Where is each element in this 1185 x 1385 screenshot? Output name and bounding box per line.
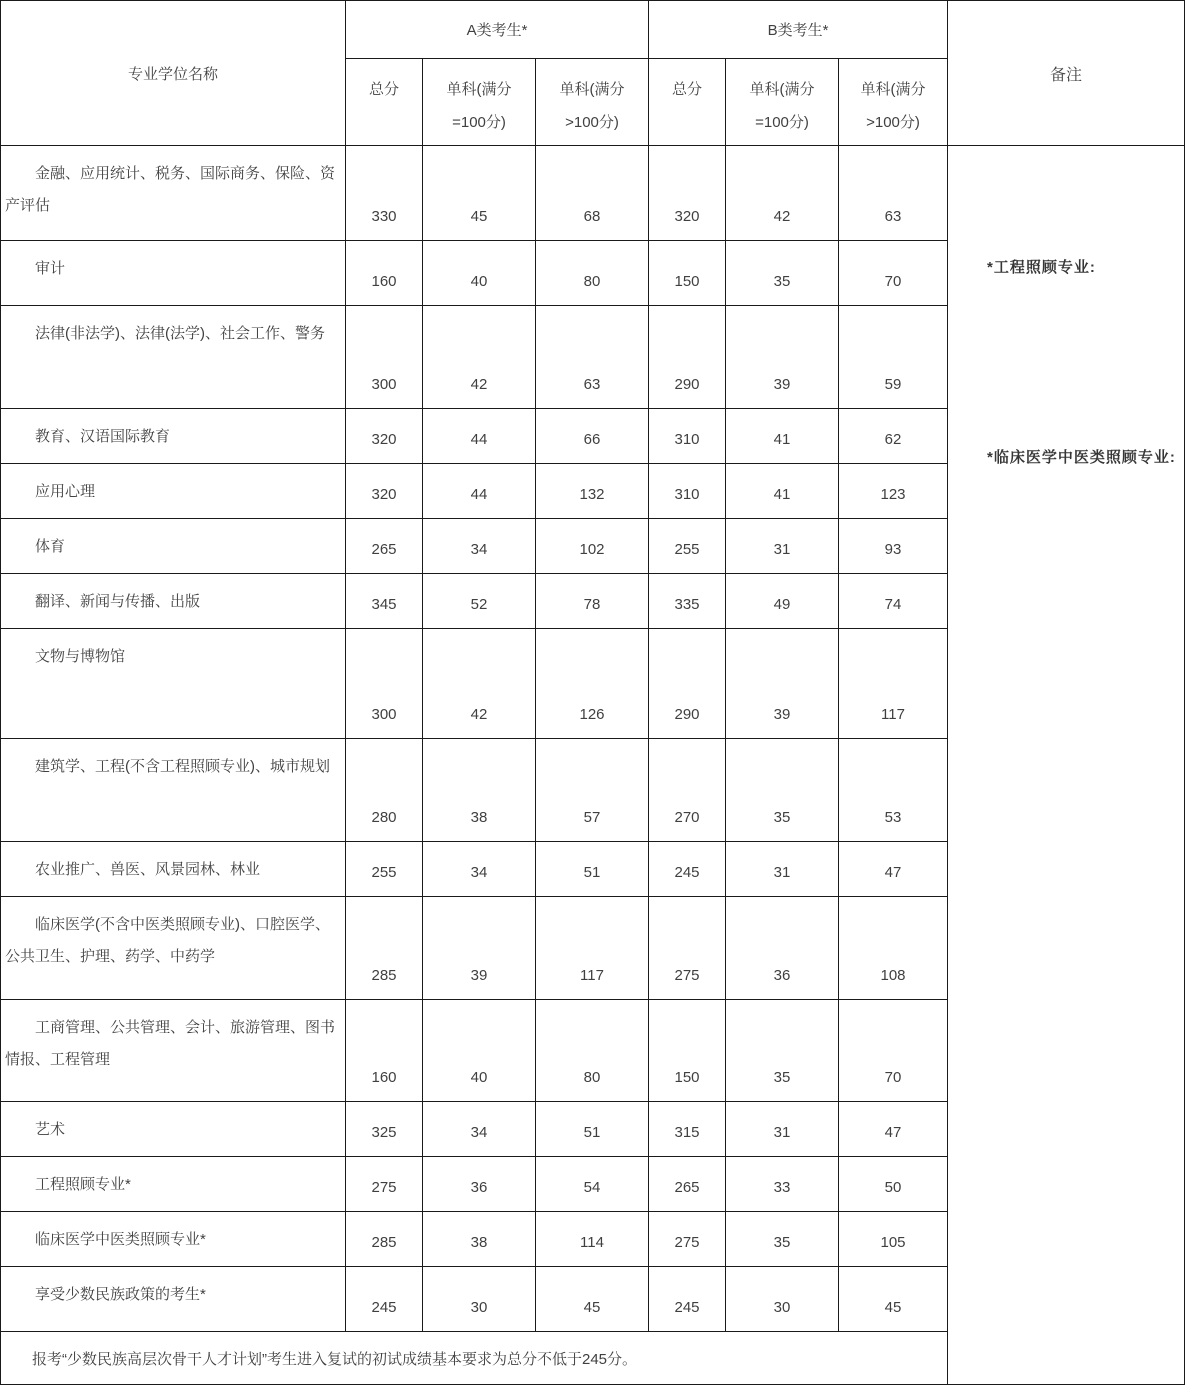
a-single-gt100-value: 66 bbox=[536, 409, 649, 464]
specialty-label: 工商管理、公共管理、会计、旅游管理、图书情报、工程管理 bbox=[1, 1000, 346, 1102]
b-single-eq100-value: 41 bbox=[726, 464, 839, 519]
specialty-label: 体育 bbox=[1, 519, 346, 574]
a-total-value: 245 bbox=[346, 1267, 423, 1332]
a-single-gt100-value: 57 bbox=[536, 739, 649, 842]
b-single-eq100-value: 39 bbox=[726, 306, 839, 409]
a-total-value: 275 bbox=[346, 1157, 423, 1212]
a-total-value: 320 bbox=[346, 464, 423, 519]
b-single-gt100-value: 59 bbox=[839, 306, 948, 409]
a-total-value: 300 bbox=[346, 629, 423, 739]
a-single-eq100-value: 40 bbox=[423, 241, 536, 306]
header-a-single-gt100-line2: >100分) bbox=[565, 114, 619, 131]
specialty-label: 建筑学、工程(不含工程照顾专业)、城市规划 bbox=[1, 739, 346, 842]
b-total-value: 290 bbox=[649, 306, 726, 409]
table-row bbox=[1, 897, 948, 1000]
header-a-single-eq100-line2: =100分) bbox=[452, 114, 506, 131]
a-single-gt100-value: 80 bbox=[536, 1000, 649, 1102]
a-total-value: 255 bbox=[346, 842, 423, 897]
specialty-label: 艺术 bbox=[1, 1102, 346, 1157]
a-single-eq100-value: 44 bbox=[423, 464, 536, 519]
b-single-eq100-value: 49 bbox=[726, 574, 839, 629]
table-row bbox=[1, 146, 948, 241]
header-a-single-eq100-line1: 单科(满分 bbox=[446, 81, 512, 98]
table-row bbox=[1, 306, 948, 409]
a-single-eq100-value: 40 bbox=[423, 1000, 536, 1102]
specialty-label: 享受少数民族政策的考生* bbox=[1, 1267, 346, 1332]
table-row bbox=[1, 409, 948, 464]
b-single-gt100-value: 74 bbox=[839, 574, 948, 629]
b-single-eq100-value: 35 bbox=[726, 1212, 839, 1267]
a-single-eq100-value: 42 bbox=[423, 306, 536, 409]
b-total-value: 245 bbox=[649, 842, 726, 897]
b-single-gt100-value: 53 bbox=[839, 739, 948, 842]
header-a-total: 总分 bbox=[346, 59, 423, 146]
a-single-eq100-value: 42 bbox=[423, 629, 536, 739]
table-row bbox=[1, 519, 948, 574]
table-row bbox=[1, 1212, 948, 1267]
table-footer bbox=[1, 1332, 948, 1385]
a-single-gt100-value: 80 bbox=[536, 241, 649, 306]
header-b-single-eq100 bbox=[726, 59, 839, 146]
b-total-value: 265 bbox=[649, 1157, 726, 1212]
b-total-value: 310 bbox=[649, 409, 726, 464]
table-header bbox=[1, 1, 948, 146]
a-single-eq100-value: 30 bbox=[423, 1267, 536, 1332]
remark-section-engineering bbox=[957, 146, 1176, 284]
header-b-single-eq100-line1: 单科(满分 bbox=[749, 81, 815, 98]
header-b-single-gt100-line2: >100分) bbox=[866, 114, 920, 131]
b-single-gt100-value: 123 bbox=[839, 464, 948, 519]
b-total-value: 270 bbox=[649, 739, 726, 842]
b-total-value: 245 bbox=[649, 1267, 726, 1332]
header-group-a: A类考生* bbox=[346, 1, 649, 59]
b-single-eq100-value: 36 bbox=[726, 897, 839, 1000]
b-single-gt100-value: 117 bbox=[839, 629, 948, 739]
table-row bbox=[1, 629, 948, 739]
specialty-label: 翻译、新闻与传播、出版 bbox=[1, 574, 346, 629]
b-total-value: 275 bbox=[649, 897, 726, 1000]
a-single-eq100-value: 52 bbox=[423, 574, 536, 629]
a-total-value: 160 bbox=[346, 1000, 423, 1102]
header-b-single-eq100-line2: =100分) bbox=[755, 114, 809, 131]
table-row bbox=[1, 1000, 948, 1102]
a-single-gt100-value: 54 bbox=[536, 1157, 649, 1212]
remark-section-engineering-title: *工程照顾专业: bbox=[987, 259, 1096, 276]
table-row bbox=[1, 574, 948, 629]
footnote-row bbox=[1, 1332, 948, 1385]
a-total-value: 160 bbox=[346, 241, 423, 306]
b-total-value: 150 bbox=[649, 1000, 726, 1102]
b-total-value: 275 bbox=[649, 1212, 726, 1267]
b-total-value: 310 bbox=[649, 464, 726, 519]
header-b-single-gt100-line1: 单科(满分 bbox=[860, 81, 926, 98]
a-single-eq100-value: 34 bbox=[423, 519, 536, 574]
table-row bbox=[1, 1267, 948, 1332]
a-total-value: 320 bbox=[346, 409, 423, 464]
a-single-gt100-value: 51 bbox=[536, 1102, 649, 1157]
header-a-single-gt100 bbox=[536, 59, 649, 146]
header-a-single-gt100-line1: 单科(满分 bbox=[559, 81, 625, 98]
a-single-gt100-value: 51 bbox=[536, 842, 649, 897]
a-total-value: 330 bbox=[346, 146, 423, 241]
a-single-gt100-value: 68 bbox=[536, 146, 649, 241]
a-single-eq100-value: 38 bbox=[423, 739, 536, 842]
a-total-value: 300 bbox=[346, 306, 423, 409]
remark-body bbox=[948, 146, 1184, 1384]
header-group-b: B类考生* bbox=[649, 1, 948, 59]
table-row bbox=[1, 1157, 948, 1212]
b-single-gt100-value: 105 bbox=[839, 1212, 948, 1267]
table-row bbox=[1, 241, 948, 306]
b-single-gt100-value: 70 bbox=[839, 241, 948, 306]
specialty-label: 农业推广、兽医、风景园林、林业 bbox=[1, 842, 346, 897]
b-single-gt100-value: 93 bbox=[839, 519, 948, 574]
specialty-label: 金融、应用统计、税务、国际商务、保险、资产评估 bbox=[1, 146, 346, 241]
b-single-eq100-value: 33 bbox=[726, 1157, 839, 1212]
b-single-gt100-value: 50 bbox=[839, 1157, 948, 1212]
b-total-value: 315 bbox=[649, 1102, 726, 1157]
b-total-value: 150 bbox=[649, 241, 726, 306]
remark-section-tcm-title: *临床医学中医类照顾专业: bbox=[987, 449, 1176, 466]
b-single-gt100-value: 45 bbox=[839, 1267, 948, 1332]
table-row bbox=[1, 842, 948, 897]
header-b-total: 总分 bbox=[649, 59, 726, 146]
b-single-gt100-value: 108 bbox=[839, 897, 948, 1000]
a-single-gt100-value: 63 bbox=[536, 306, 649, 409]
b-single-eq100-value: 41 bbox=[726, 409, 839, 464]
a-total-value: 345 bbox=[346, 574, 423, 629]
a-single-eq100-value: 34 bbox=[423, 842, 536, 897]
header-remark: 备注 bbox=[948, 1, 1184, 146]
table-row bbox=[1, 464, 948, 519]
specialty-label: 教育、汉语国际教育 bbox=[1, 409, 346, 464]
b-total-value: 255 bbox=[649, 519, 726, 574]
a-total-value: 285 bbox=[346, 1212, 423, 1267]
a-single-eq100-value: 34 bbox=[423, 1102, 536, 1157]
specialty-label: 审计 bbox=[1, 241, 346, 306]
specialty-label: 法律(非法学)、法律(法学)、社会工作、警务 bbox=[1, 306, 346, 409]
a-total-value: 285 bbox=[346, 897, 423, 1000]
b-single-eq100-value: 35 bbox=[726, 739, 839, 842]
a-single-eq100-value: 38 bbox=[423, 1212, 536, 1267]
specialty-label: 应用心理 bbox=[1, 464, 346, 519]
remark-section-tcm bbox=[957, 442, 1176, 474]
a-single-gt100-value: 114 bbox=[536, 1212, 649, 1267]
table-row bbox=[1, 1102, 948, 1157]
a-single-eq100-value: 44 bbox=[423, 409, 536, 464]
specialty-label: 临床医学(不含中医类照顾专业)、口腔医学、公共卫生、护理、药学、中药学 bbox=[1, 897, 346, 1000]
specialty-label: 工程照顾专业* bbox=[1, 1157, 346, 1212]
specialty-label: 临床医学中医类照顾专业* bbox=[1, 1212, 346, 1267]
b-single-eq100-value: 31 bbox=[726, 842, 839, 897]
a-single-eq100-value: 39 bbox=[423, 897, 536, 1000]
a-single-gt100-value: 132 bbox=[536, 464, 649, 519]
b-single-gt100-value: 62 bbox=[839, 409, 948, 464]
b-single-gt100-value: 63 bbox=[839, 146, 948, 241]
specialty-label: 文物与博物馆 bbox=[1, 629, 346, 739]
a-single-gt100-value: 102 bbox=[536, 519, 649, 574]
remark-column bbox=[947, 0, 1185, 1385]
b-single-eq100-value: 30 bbox=[726, 1267, 839, 1332]
b-single-eq100-value: 42 bbox=[726, 146, 839, 241]
b-single-gt100-value: 47 bbox=[839, 842, 948, 897]
a-total-value: 265 bbox=[346, 519, 423, 574]
a-single-gt100-value: 126 bbox=[536, 629, 649, 739]
table-body bbox=[1, 146, 948, 1332]
a-single-gt100-value: 45 bbox=[536, 1267, 649, 1332]
a-total-value: 325 bbox=[346, 1102, 423, 1157]
header-a-single-eq100 bbox=[423, 59, 536, 146]
b-single-eq100-value: 39 bbox=[726, 629, 839, 739]
table-row bbox=[1, 739, 948, 842]
b-single-gt100-value: 47 bbox=[839, 1102, 948, 1157]
b-total-value: 290 bbox=[649, 629, 726, 739]
header-b-single-gt100 bbox=[839, 59, 948, 146]
b-total-value: 320 bbox=[649, 146, 726, 241]
a-single-eq100-value: 45 bbox=[423, 146, 536, 241]
b-total-value: 335 bbox=[649, 574, 726, 629]
b-single-eq100-value: 35 bbox=[726, 241, 839, 306]
a-single-gt100-value: 78 bbox=[536, 574, 649, 629]
a-single-gt100-value: 117 bbox=[536, 897, 649, 1000]
a-single-eq100-value: 36 bbox=[423, 1157, 536, 1212]
b-single-eq100-value: 31 bbox=[726, 519, 839, 574]
a-total-value: 280 bbox=[346, 739, 423, 842]
b-single-eq100-value: 35 bbox=[726, 1000, 839, 1102]
b-single-eq100-value: 31 bbox=[726, 1102, 839, 1157]
footnote-text: 报考“少数民族高层次骨干人才计划”考生进入复试的初试成绩基本要求为总分不低于245分。 bbox=[1, 1332, 948, 1385]
header-specialty-name: 专业学位名称 bbox=[1, 1, 346, 146]
b-single-gt100-value: 70 bbox=[839, 1000, 948, 1102]
